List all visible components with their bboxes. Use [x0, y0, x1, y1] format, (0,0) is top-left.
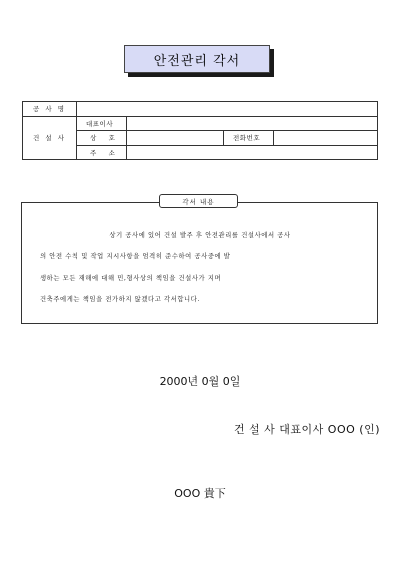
- trade-name-label: 상 호: [77, 131, 127, 146]
- construction-name-field[interactable]: [77, 102, 378, 117]
- representative-label: 대표이사: [77, 116, 127, 131]
- construction-name-row: [23, 102, 378, 117]
- pledge-heading: 각서 내용: [159, 194, 238, 208]
- signer-line: 건 설 사 대표이사 OOO (인): [233, 423, 380, 436]
- pledge-date: 2000년 0월 0일: [159, 375, 241, 388]
- address-label: 주 소: [77, 145, 127, 160]
- pledge-line: 의 안전 수칙 및 작업 지시사항을 엄격히 준수하여 공사중에 발: [40, 253, 231, 260]
- trade-name-row: [23, 131, 378, 146]
- trade-name-field[interactable]: [127, 131, 224, 146]
- addressee-line: OOO 貴下: [174, 487, 226, 500]
- pledge-line: 건축주에게는 책임을 전가하지 않겠다고 각서합니다.: [40, 296, 201, 303]
- contractor-label: 건 설 사: [23, 116, 77, 160]
- address-field[interactable]: [127, 145, 378, 160]
- phone-label: 전화번호: [224, 131, 274, 146]
- info-table: [22, 101, 378, 160]
- construction-name-label: 공 사 명: [23, 102, 77, 117]
- phone-field[interactable]: [274, 131, 378, 146]
- address-row: [23, 145, 378, 160]
- document-title: 안전관리 각서: [124, 45, 270, 73]
- representative-field[interactable]: [127, 116, 378, 131]
- pledge-content-box: [21, 202, 378, 324]
- pledge-line: 생하는 모든 재해에 대해 민,형사상의 책임을 건설사가 지며: [40, 275, 222, 282]
- representative-row: [23, 116, 378, 131]
- pledge-line: 상기 공사에 있어 건설 발주 후 안전관리를 건설사에서 공사: [109, 232, 291, 239]
